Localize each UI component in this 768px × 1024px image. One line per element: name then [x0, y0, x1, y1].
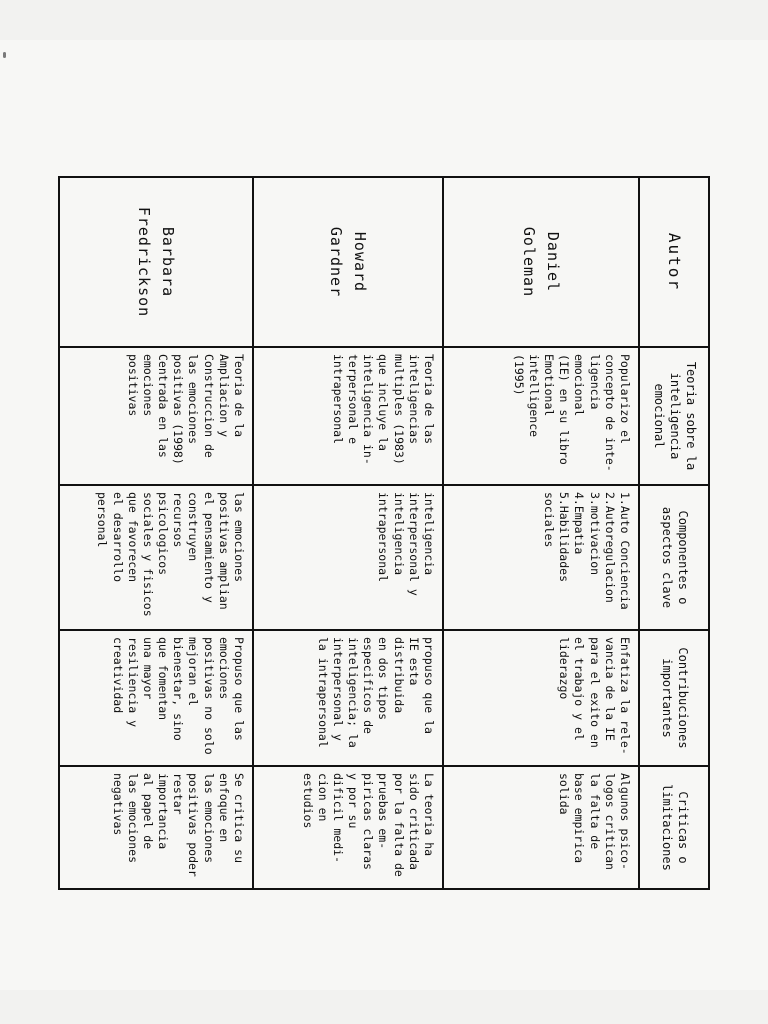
author-cell: Barbara Fredrickson [59, 177, 253, 347]
emotional-intelligence-table [58, 176, 710, 890]
contributions-cell: Propuso que las emociones positivas no solo mejoran el bienestar, sino que fomentan una mayor resiliencia y creatividad [59, 630, 253, 766]
theory-cell: Teoria de las inteligencias multiples (1983) que incluye la inteligencia in- terpersonal e intrapersonal [253, 347, 443, 485]
criticism-cell: La teoria ha sido criticada por la falta de pruebas em- piricas claras y por su dificil medi- cion en estudios [253, 766, 443, 889]
rotated-table-sheet [60, 176, 710, 888]
header-author: Autor [639, 177, 709, 347]
header-theory: Teoria sobre la inteligencia emocional [639, 347, 709, 485]
theory-cell: Teoria de la Ampliacion y Construccion de las emociones positivas (1998) Centrada en las emociones positivas [59, 347, 253, 485]
components-cell: inteligencia interpersonal y inteligencia intrapersonal [253, 485, 443, 630]
criticism-cell: Algunos psico- logos critican la falta de base empirica solida [443, 766, 639, 889]
header-criticism: Criticas o limitaciones [639, 766, 709, 889]
table-row [59, 177, 253, 889]
criticism-cell: Se critica su enfoque en las emociones positivas poder restar importancia al papel de las emociones negativas [59, 766, 253, 889]
theory-cell: Popularizo el concepto de inte- ligencia emocional (IE) en su libro Emotional intelligence (1995) [443, 347, 639, 485]
components-cell: las emociones positivas amplian el pensamiento y construyen recursos psicologicos sociales y fisicos que favorecen el desarrollo personal [59, 485, 253, 630]
components-cell: 1.Auto Conciencia 2.Autoregulacion 3.motivacion 4.Empatia 5.Habilidades sociales [443, 485, 639, 630]
table-row [253, 177, 443, 889]
header-row [639, 177, 709, 889]
author-cell: Howard Gardner [253, 177, 443, 347]
contributions-cell: Enfatiza la rele- vancia de la IE para el exito en el trabajo y el liderazgo [443, 630, 639, 766]
ink-speck [3, 52, 6, 58]
header-components: Componentes o aspectos clave [639, 485, 709, 630]
author-cell: Daniel Goleman [443, 177, 639, 347]
table-row [443, 177, 639, 889]
contributions-cell: propuso que la IE esta distribuida en dos tipos especificos de inteligencia; la interpersonal y la intrapersonal [253, 630, 443, 766]
header-contributions: Contribuciones importantes [639, 630, 709, 766]
